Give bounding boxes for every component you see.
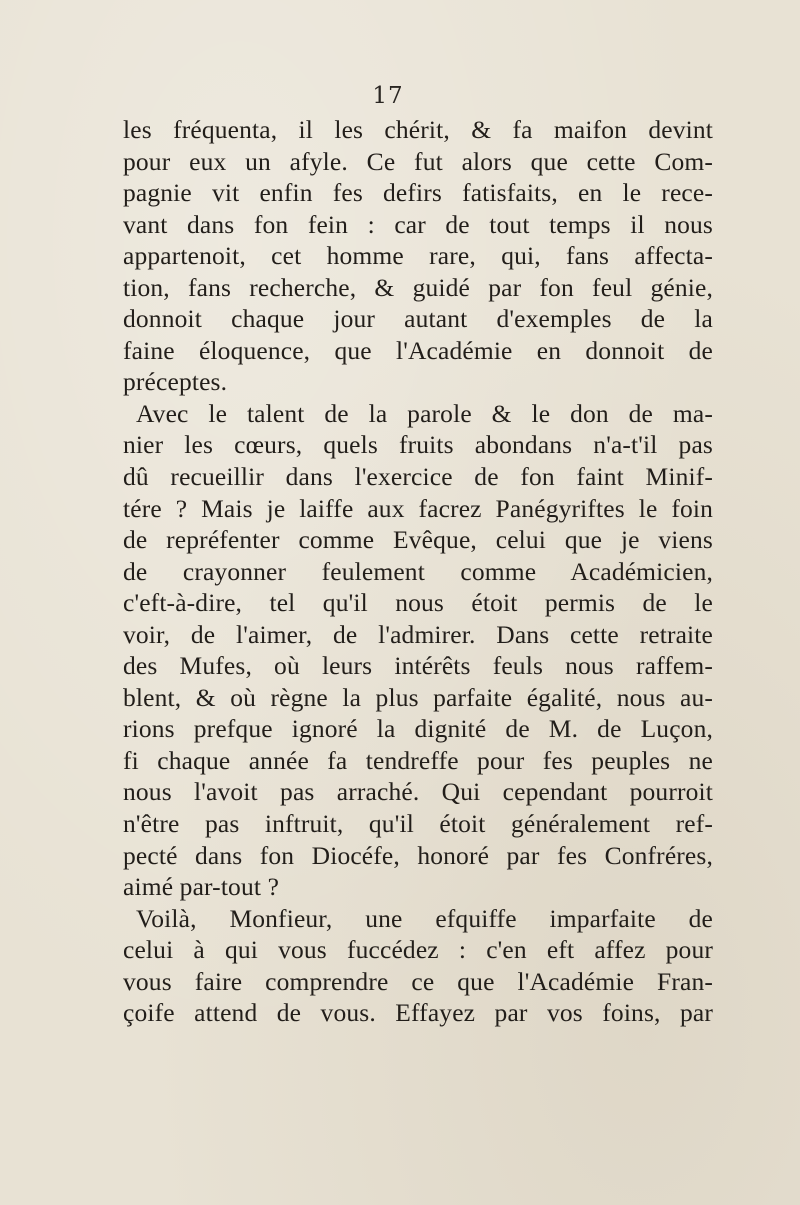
text-line: fi chaque année fa tendreffe pour fes peuples ne bbox=[123, 745, 713, 775]
text-line: dû recueillir dans l'exercice de fon faint Minif- bbox=[123, 462, 713, 492]
text-line: donnoit chaque jour autant d'exemples de la bbox=[123, 304, 713, 334]
text-line: c'eft-à-dire, tel qu'il nous étoit permis de le bbox=[123, 588, 713, 618]
text-line: nier les cœurs, quels fruits abondans n'a-t'il pas bbox=[123, 430, 713, 460]
text-line: rions prefque ignoré la dignité de M. de Luçon, bbox=[123, 714, 713, 744]
text-line: vous faire comprendre ce que l'Académie Fran- bbox=[123, 966, 713, 996]
text-line: vant dans fon fein : car de tout temps il nous bbox=[123, 209, 713, 239]
text-line: aimé par-tout ? bbox=[123, 872, 280, 902]
text-line: préceptes. bbox=[123, 367, 228, 397]
text-line: pecté dans fon Diocéfe, honoré par fes Confréres, bbox=[123, 840, 713, 870]
text-line: de repréfenter comme Evêque, celui que je viens bbox=[123, 525, 713, 555]
text-line: blent, & où règne la plus parfaite égalité, nous au- bbox=[123, 682, 713, 712]
text-line: çoife attend de vous. Effayez par vos foins, par bbox=[123, 998, 713, 1028]
text-line: pagnie vit enfin fes defirs fatisfaits, en le rece- bbox=[123, 178, 713, 208]
text-line: tére ? Mais je laiffe aux facrez Panégyriftes le foin bbox=[123, 493, 713, 523]
text-line: Avec le talent de la parole & le don de ma- bbox=[136, 398, 713, 428]
text-line: faine éloquence, que l'Académie en donnoit de bbox=[123, 335, 713, 365]
text-line: Voilà, Monfieur, une efquiffe imparfaite de bbox=[136, 903, 713, 933]
text-line: pour eux un afyle. Ce fut alors que cette Com- bbox=[123, 146, 713, 176]
text-line: n'être pas inftruit, qu'il étoit généralement ref- bbox=[123, 809, 713, 839]
text-line: tion, fans recherche, & guidé par fon feul génie, bbox=[123, 272, 713, 302]
text-line: des Mufes, où leurs intérêts feuls nous raffem- bbox=[123, 651, 713, 681]
page-number: 17 bbox=[372, 83, 404, 109]
text-line: appartenoit, cet homme rare, qui, fans affecta- bbox=[123, 241, 713, 271]
text-line: celui à qui vous fuccédez : c'en eft affez pour bbox=[123, 935, 713, 965]
text-line: les fréquenta, il les chérit, & fa maifon devint bbox=[123, 115, 713, 144]
text-line: nous l'avoit pas arraché. Qui cependant pourroit bbox=[123, 777, 713, 807]
text-line: voir, de l'aimer, de l'admirer. Dans cette retraite bbox=[123, 619, 713, 649]
text-line: de crayonner feulement comme Académicien, bbox=[123, 556, 713, 586]
body-text bbox=[123, 114, 713, 1029]
